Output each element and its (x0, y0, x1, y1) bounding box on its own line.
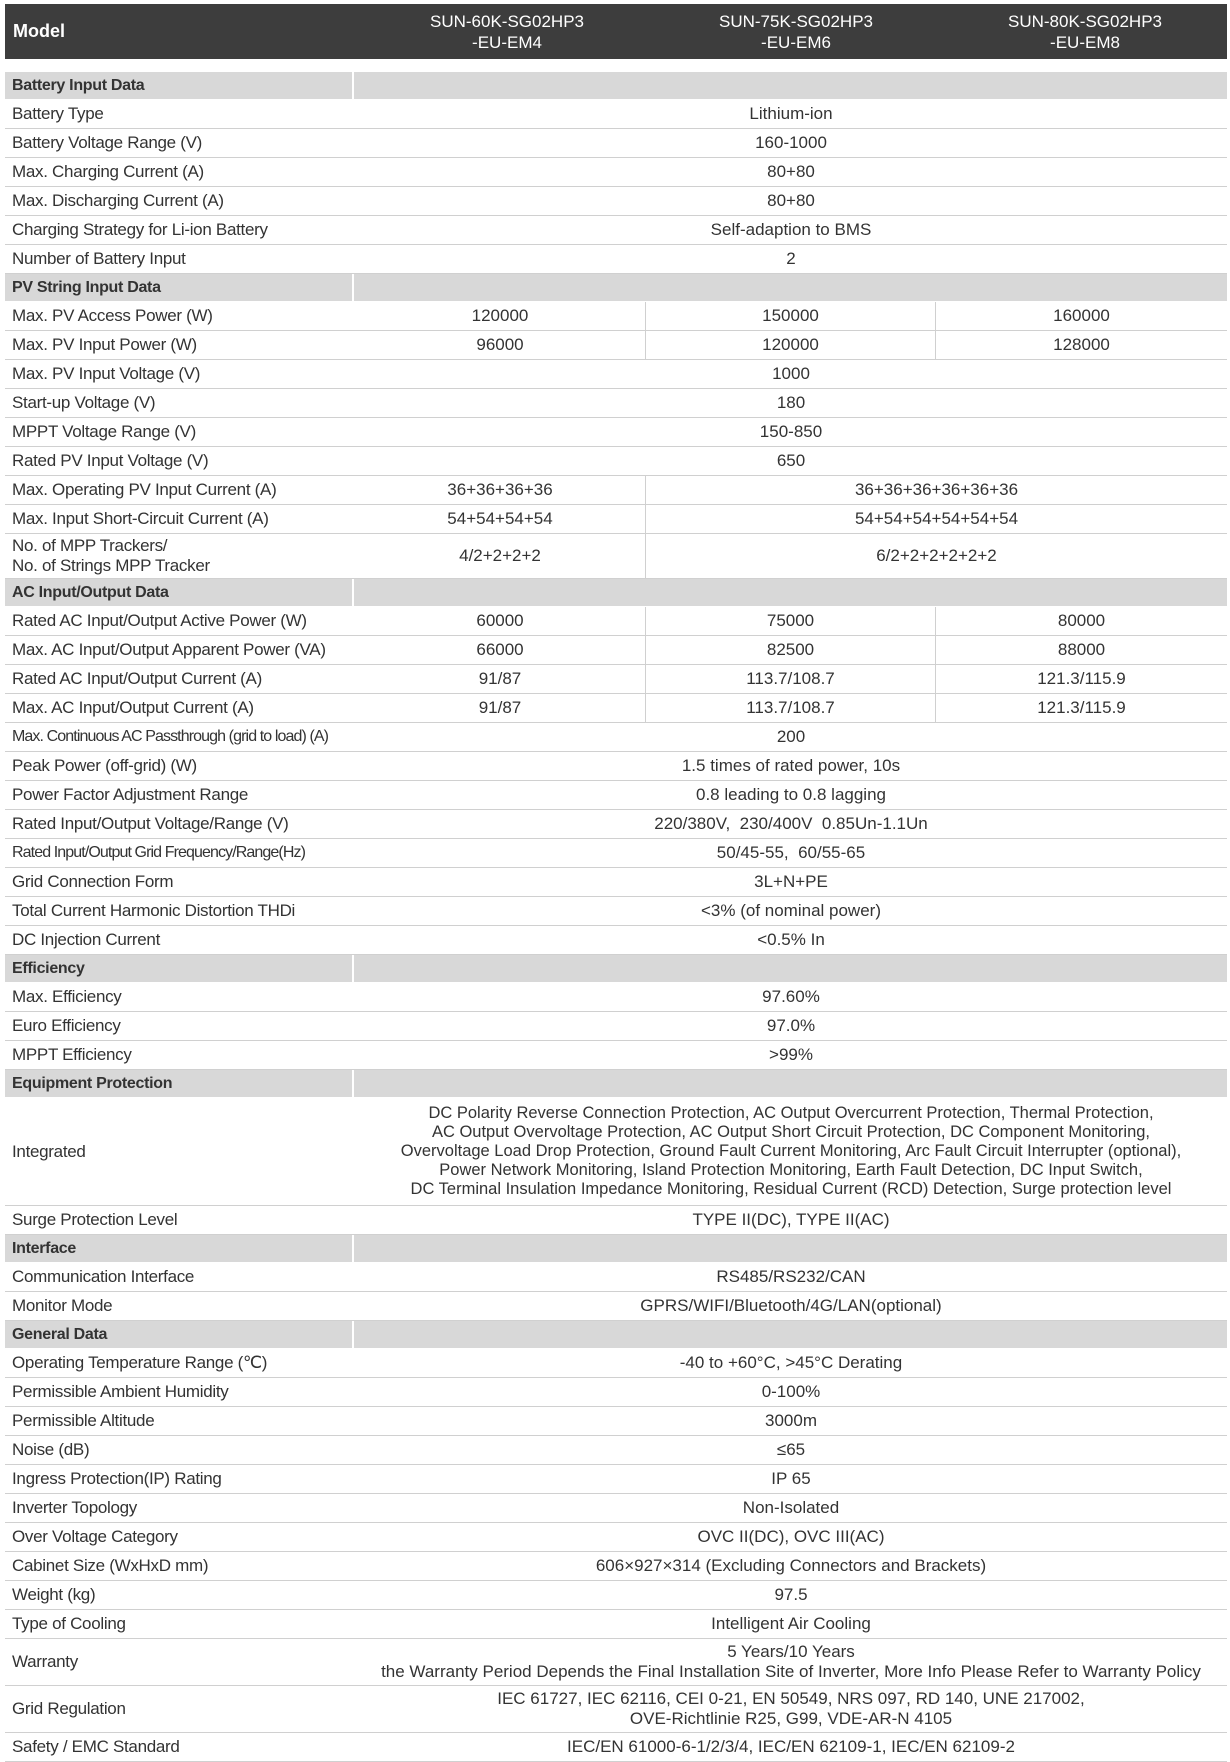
table-row (5, 1552, 1227, 1581)
row-value: 1000 (772, 364, 810, 383)
section-title: PV String Input Data (5, 274, 352, 301)
row-value-model-1: 66000 (355, 636, 646, 664)
row-value: IEC/EN 61000-6-1/2/3/4, IEC/EN 62109-1, IEC/EN 62109-2 (567, 1737, 1015, 1756)
row-value-model-1: 54+54+54+54 (355, 505, 646, 533)
row-value: IEC 61727, IEC 62116, CEI 0-21, EN 50549, NRS 097, RD 140, UNE 217002, OVE-Richtlinie R25, G99, VDE-AR-N 4105 (497, 1689, 1085, 1728)
row-value-model-1: 91/87 (355, 665, 646, 693)
row-label: Charging Strategy for Li-ion Battery (12, 220, 268, 239)
table-row (5, 694, 1227, 723)
table-row (5, 926, 1227, 955)
table-row (5, 1581, 1227, 1610)
row-label: Permissible Ambient Humidity (12, 1382, 229, 1401)
spec-sheet (5, 4, 1227, 1762)
row-value: 80+80 (767, 191, 815, 210)
row-value: 180 (776, 393, 806, 412)
row-value-model-2: 113.7/108.7 (646, 694, 936, 722)
section-fill (354, 1070, 1227, 1097)
row-value-model-2: 150000 (646, 302, 936, 330)
row-label: Safety / EMC Standard (12, 1737, 180, 1756)
table-row (5, 1378, 1227, 1407)
row-value: ≤65 (776, 1440, 806, 1459)
row-value: 200 (776, 727, 806, 746)
table-row (5, 245, 1227, 274)
table-row (5, 1465, 1227, 1494)
row-label: Warranty (12, 1652, 78, 1671)
section-title: Battery Input Data (5, 72, 352, 99)
section-header (5, 72, 1227, 100)
row-label: Weight (kg) (12, 1585, 96, 1604)
table-row (5, 1733, 1227, 1762)
table-row (5, 1012, 1227, 1041)
row-value-model-2: 113.7/108.7 (646, 665, 936, 693)
row-value: >99% (769, 1045, 813, 1064)
row-value-model-2-3: 6/2+2+2+2+2+2 (876, 546, 997, 565)
row-label: Start-up Voltage (V) (12, 393, 156, 412)
row-value: 5 Years/10 Years the Warranty Period Depends the Final Installation Site of Inverter, More Info Please Refer to Warranty Policy (381, 1642, 1201, 1681)
row-value-model-2-3: 54+54+54+54+54+54 (854, 509, 1019, 528)
row-label: Max. Efficiency (12, 987, 122, 1006)
row-value: IP 65 (771, 1469, 811, 1488)
row-label: Ingress Protection(IP) Rating (12, 1469, 222, 1488)
table-row (5, 1098, 1227, 1206)
row-value: Intelligent Air Cooling (711, 1614, 871, 1633)
row-value: 606×927×314 (Excluding Connectors and Brackets) (595, 1556, 987, 1575)
row-label: MPPT Voltage Range (V) (12, 422, 196, 441)
table-row (5, 331, 1227, 360)
table-row (5, 1523, 1227, 1552)
section-fill (354, 1235, 1227, 1262)
row-value-model-1: 4/2+2+2+2 (355, 534, 646, 578)
section-title: Interface (5, 1235, 352, 1262)
section-title: Equipment Protection (5, 1070, 352, 1097)
row-label: Operating Temperature Range (℃) (12, 1353, 268, 1372)
table-row (5, 360, 1227, 389)
table-row (5, 636, 1227, 665)
row-value: 3L+N+PE (754, 872, 828, 891)
row-label-line1: No. of MPP Trackers/ (12, 536, 168, 555)
row-value: Self-adaption to BMS (710, 220, 872, 239)
table-row (5, 187, 1227, 216)
row-value: OVC II(DC), OVC III(AC) (697, 1527, 885, 1546)
row-label: Max. Continuous AC Passthrough (grid to load) (A) (12, 728, 329, 745)
table-row (5, 607, 1227, 636)
row-value-model-1: 91/87 (355, 694, 646, 722)
table-row (5, 897, 1227, 926)
model-column-2 (651, 11, 941, 53)
model-name-line2: -EU-EM8 (1050, 33, 1120, 52)
row-label: Over Voltage Category (12, 1527, 178, 1546)
table-row (5, 1292, 1227, 1321)
row-label: Noise (dB) (12, 1440, 90, 1459)
table-row (5, 1041, 1227, 1070)
row-value: 0-100% (761, 1382, 821, 1401)
table-row (5, 505, 1227, 534)
table-row (5, 665, 1227, 694)
table-row (5, 389, 1227, 418)
row-value-model-2-3: 36+36+36+36+36+36 (854, 480, 1019, 499)
row-value: <3% (of nominal power) (700, 901, 881, 920)
row-label: DC Injection Current (12, 930, 161, 949)
row-value: GPRS/WIFI/Bluetooth/4G/LAN(optional) (640, 1296, 942, 1315)
row-value: 220/380V, 230/400V 0.85Un-1.1Un (654, 814, 928, 833)
row-label: Number of Battery Input (12, 249, 186, 268)
row-label: Rated PV Input Voltage (V) (12, 451, 209, 470)
table-row (5, 868, 1227, 897)
row-label: Rated Input/Output Voltage/Range (V) (12, 814, 289, 833)
row-label: Max. PV Access Power (W) (12, 306, 213, 325)
row-label: Max. Discharging Current (A) (12, 191, 224, 210)
row-value-model-3: 160000 (1053, 306, 1110, 325)
row-value: 80+80 (767, 162, 815, 181)
table-row (5, 810, 1227, 839)
row-value: 97.5 (774, 1585, 808, 1604)
row-value-model-3: 128000 (1053, 335, 1110, 354)
row-label: Max. PV Input Power (W) (12, 335, 197, 354)
table-row (5, 1686, 1227, 1733)
row-label: Max. Charging Current (A) (12, 162, 204, 181)
section-header (5, 579, 1227, 607)
section-fill (354, 72, 1227, 99)
table-row (5, 1494, 1227, 1523)
row-value-model-3: 121.3/115.9 (1037, 698, 1126, 717)
row-label: Max. Operating PV Input Current (A) (12, 480, 277, 499)
model-name-line1: SUN-60K-SG02HP3 (429, 12, 584, 31)
row-label: Integrated (12, 1141, 86, 1161)
row-value: <0.5% In (757, 930, 825, 949)
table-row (5, 1206, 1227, 1235)
section-header (5, 1235, 1227, 1263)
model-name-line2: -EU-EM4 (472, 33, 542, 52)
row-value: Lithium-ion (749, 104, 833, 123)
row-value: 3000m (765, 1411, 817, 1430)
table-row (5, 302, 1227, 331)
row-value-model-3: 80000 (1057, 611, 1106, 630)
row-label: Rated AC Input/Output Active Power (W) (12, 611, 307, 630)
row-value-model-3: 88000 (1057, 640, 1106, 659)
row-value-model-1: 60000 (355, 607, 646, 635)
row-label: Cabinet Size (WxHxD mm) (12, 1556, 209, 1575)
section-header (5, 955, 1227, 983)
row-label: Total Current Harmonic Distortion THDi (12, 901, 296, 920)
row-value: DC Polarity Reverse Connection Protection, AC Output Overcurrent Protection, Thermal Protection, AC Output Overvoltage Protection, AC Output Short Circuit Protection, DC Component Monitoring, Overvoltage Load Drop Protection, Ground Fault Current Monitoring, Arc Fault Circuit Interrupter (optional), Power Network Monitoring, Island Protection Monitoring, Earth Fault Detection, DC Input Switch, DC Terminal Insulation Impedance Monitoring, Residual Current (RCD) Detection, Surge protection level (400, 1104, 1182, 1198)
row-value-model-1: 96000 (355, 331, 646, 359)
row-label: Peak Power (off-grid) (W) (12, 756, 197, 775)
row-value-model-1: 36+36+36+36 (355, 476, 646, 504)
row-label: Battery Type (12, 104, 104, 123)
row-label: Communication Interface (12, 1267, 195, 1286)
table-row (5, 1610, 1227, 1639)
table-row (5, 158, 1227, 187)
table-row (5, 447, 1227, 476)
row-label: Max. AC Input/Output Current (A) (12, 698, 254, 717)
table-row (5, 1349, 1227, 1378)
model-name-line1: SUN-80K-SG02HP3 (1007, 12, 1162, 31)
row-value-model-3: 121.3/115.9 (1037, 669, 1126, 688)
table-row (5, 983, 1227, 1012)
table-row (5, 781, 1227, 810)
row-value: -40 to +60°C, >45°C Derating (679, 1353, 903, 1372)
row-label: Max. PV Input Voltage (V) (12, 364, 201, 383)
table-header (5, 4, 1227, 59)
row-label: Power Factor Adjustment Range (12, 785, 249, 804)
row-value-model-2: 120000 (646, 331, 936, 359)
row-label: Inverter Topology (12, 1498, 137, 1517)
row-label: Max. Input Short-Circuit Current (A) (12, 509, 269, 528)
row-value: 2 (786, 249, 796, 268)
table-row (5, 534, 1227, 579)
row-value: 650 (776, 451, 806, 470)
table-row (5, 216, 1227, 245)
row-value: 0.8 leading to 0.8 lagging (696, 785, 886, 804)
table-row (5, 723, 1227, 752)
row-label: Surge Protection Level (12, 1210, 178, 1229)
model-label: Model (13, 21, 65, 41)
row-label: Max. AC Input/Output Apparent Power (VA) (12, 640, 326, 659)
row-label (5, 534, 352, 578)
section-fill (354, 274, 1227, 301)
table-row (5, 1407, 1227, 1436)
section-header (5, 274, 1227, 302)
row-value: TYPE II(DC), TYPE II(AC) (692, 1210, 890, 1229)
row-value-model-2: 82500 (646, 636, 936, 664)
section-fill (354, 579, 1227, 606)
row-label: Euro Efficiency (12, 1016, 121, 1035)
row-value: 1.5 times of rated power, 10s (681, 756, 901, 775)
row-value: 160-1000 (755, 133, 827, 152)
model-column-1 (362, 11, 652, 53)
row-label: Grid Connection Form (12, 872, 174, 891)
row-label-line2: No. of Strings MPP Tracker (12, 556, 210, 575)
section-fill (354, 1321, 1227, 1348)
row-value: 97.0% (766, 1016, 816, 1035)
row-value-model-1: 120000 (355, 302, 646, 330)
row-label: Permissible Altitude (12, 1411, 155, 1430)
model-name-line1: SUN-75K-SG02HP3 (718, 12, 873, 31)
table-row (5, 839, 1227, 868)
table-row (5, 1263, 1227, 1292)
section-header (5, 1321, 1227, 1349)
model-name-line2: -EU-EM6 (761, 33, 831, 52)
row-value-model-2: 75000 (646, 607, 936, 635)
row-label: Grid Regulation (12, 1699, 126, 1718)
row-value: RS485/RS232/CAN (716, 1267, 866, 1286)
section-title: General Data (5, 1321, 352, 1348)
row-label: Monitor Mode (12, 1296, 113, 1315)
row-label: Type of Cooling (12, 1614, 126, 1633)
table-row (5, 1436, 1227, 1465)
section-title: AC Input/Output Data (5, 579, 352, 606)
model-column-3 (940, 11, 1230, 53)
row-value: 150-850 (759, 422, 823, 441)
section-header (5, 1070, 1227, 1098)
row-value: 50/45-55, 60/55-65 (716, 843, 866, 862)
table-row (5, 100, 1227, 129)
row-value: Non-Isolated (742, 1498, 840, 1517)
table-row (5, 1639, 1227, 1686)
section-title: Efficiency (5, 955, 352, 982)
row-label: Rated Input/Output Grid Frequency/Range(Hz) (12, 844, 306, 861)
table-row (5, 476, 1227, 505)
section-fill (354, 955, 1227, 982)
row-value: 97.60% (762, 987, 820, 1006)
row-label: Rated AC Input/Output Current (A) (12, 669, 262, 688)
row-label: Battery Voltage Range (V) (12, 133, 203, 152)
row-label: MPPT Efficiency (12, 1045, 132, 1064)
table-row (5, 418, 1227, 447)
table-row (5, 752, 1227, 781)
table-row (5, 129, 1227, 158)
